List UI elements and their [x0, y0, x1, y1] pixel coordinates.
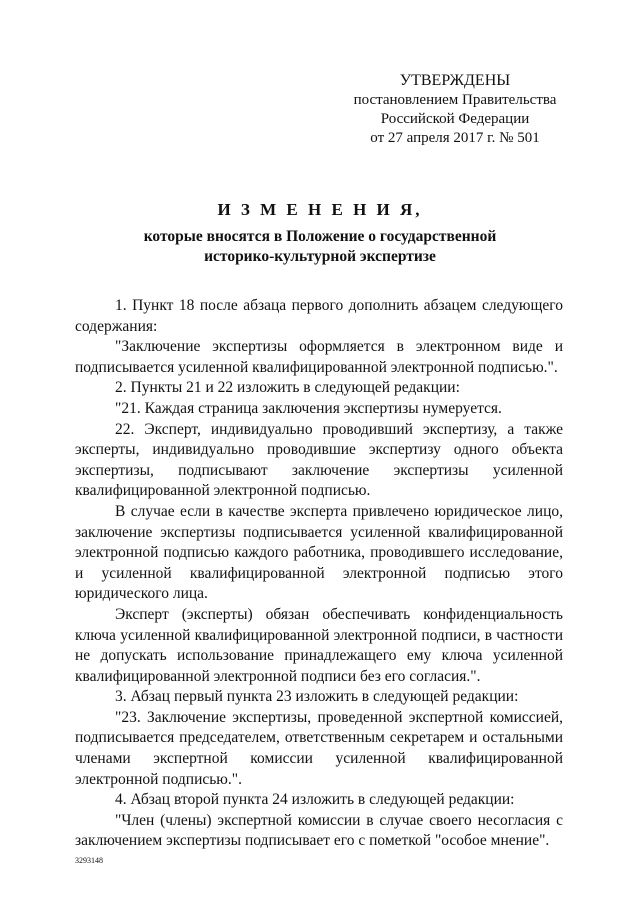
paragraph: "Заключение экспертизы оформляется в электронном виде и подписывается усиленной квалифицированной электронной подписью.".	[75, 338, 563, 376]
approval-line-2: Российской Федерации	[380, 111, 530, 127]
approval-heading: УТВЕРЖДЕНЫ	[399, 72, 511, 89]
paragraph: Эксперт (эксперты) обязан обеспечивать конфиденциальность ключа усиленной квалифицированной электронной подписи, в частности не допускать использование принадлежащего ему ключа усиленной квалифицированной электронной подписи без его согласия.".	[75, 605, 563, 685]
document-code: 3293148	[75, 856, 103, 865]
subtitle-line-2: историко-культурной экспертизе	[204, 248, 436, 265]
paragraph: 2. Пункты 21 и 22 изложить в следующей редакции:	[115, 379, 460, 397]
paragraph: 3. Абзац первый пункта 23 изложить в следующей редакции:	[115, 688, 519, 706]
document-title: И З М Е Н Е Н И Я,	[217, 200, 423, 219]
approval-block	[336, 71, 574, 148]
paragraph: 22. Эксперт, индивидуально проводивший экспертизу, а также эксперты, индивидуально проводившие экспертизу одного объекта экспертизы, подписывают заключение экспертизы усиленной квалифицированной электронной подписью.	[75, 420, 563, 500]
approval-line-1: постановлением Правительства	[353, 92, 557, 108]
paragraph: "Член (члены) экспертной комиссии в случае своего несогласия с заключением экспертизы подписывает его с пометкой "особое мнение".	[75, 811, 563, 850]
subtitle-line-1: которые вносятся в Положение о государственной	[143, 228, 497, 245]
paragraph: 4. Абзац второй пункта 24 изложить в следующей редакции:	[115, 791, 515, 809]
paragraph: В случае если в качестве эксперта привлечено юридическое лицо, заключение экспертизы подписывается усиленной квалифицированной электронной подписью каждого работника, проводившего исследование, и усиленной квалифицированной электронной подписью этого юридического лица.	[75, 502, 563, 603]
paragraph: 1. Пункт 18 после абзаца первого дополнить абзацем следующего содержания:	[75, 297, 563, 335]
document-subtitle	[0, 227, 640, 267]
approval-line-3: от 27 апреля 2017 г. № 501	[370, 130, 540, 146]
paragraph: "21. Каждая страница заключения экспертизы нумеруется.	[115, 399, 502, 417]
document-body	[75, 296, 563, 852]
paragraph: "23. Заключение экспертизы, проведенной экспертной комиссией, подписывается председателем, ответственным секретарем и остальными членами экспертной комиссии усиленной квалифицированной электронной подписью.".	[75, 708, 563, 788]
